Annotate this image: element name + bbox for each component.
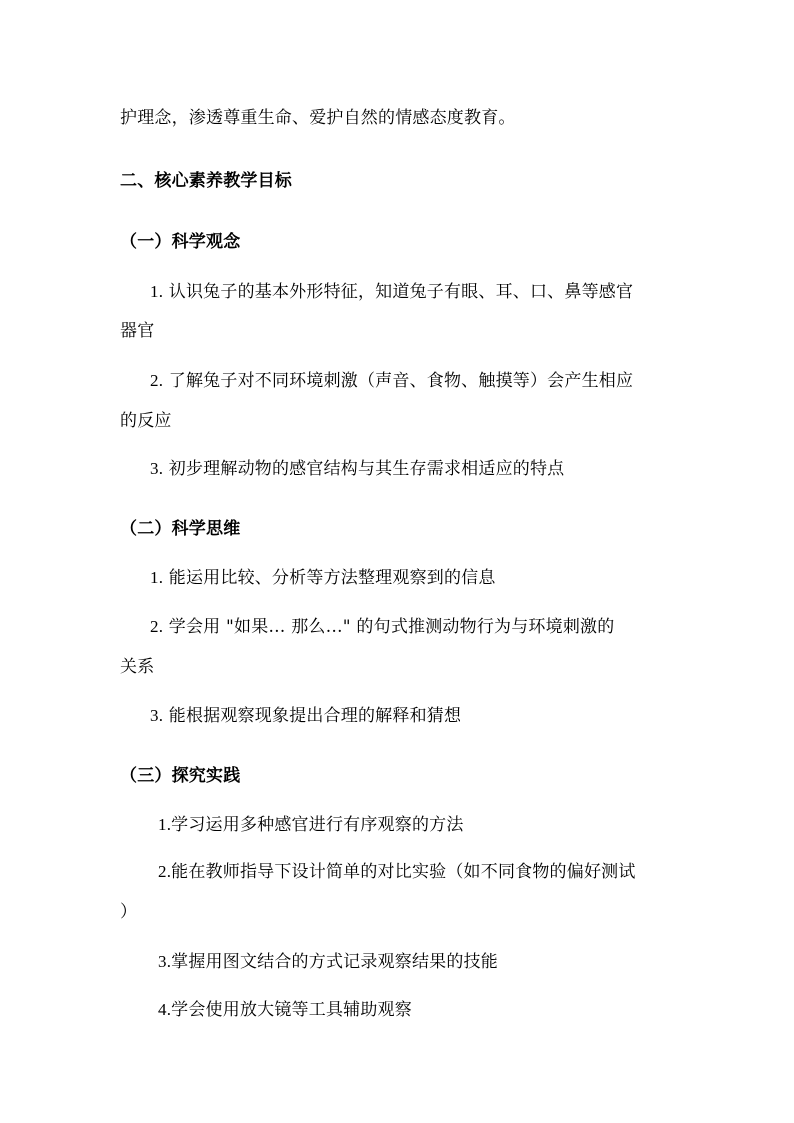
list-item: [150, 706, 710, 726]
intro-paragraph-line: 护理念，渗透尊重生命、爱护自然的情感态度教育。: [120, 108, 516, 128]
subsection-heading-science-concepts: （一）科学观念: [120, 232, 241, 252]
list-item-text: 能运用比较、分析等方法整理观察到的信息: [168, 568, 496, 588]
list-item-number: 1.: [158, 815, 172, 834]
list-item-number: 2.: [150, 371, 164, 390]
list-item: [150, 568, 710, 588]
list-item: [158, 815, 718, 835]
list-item-continuation: 的反应: [120, 411, 172, 431]
list-item-text: 了解兔子对不同环境刺激（声音、食物、触摸等）会产生相应: [168, 371, 634, 391]
list-item: [158, 1000, 718, 1020]
list-item-continuation: ）: [120, 902, 138, 922]
list-item-number: 1.: [150, 568, 164, 587]
list-item: [150, 371, 710, 391]
list-item: [158, 862, 718, 882]
list-item-continuation: 器官: [120, 321, 155, 341]
list-item-number: 2.: [158, 862, 172, 881]
list-item-text: 能在教师指导下设计简单的对比实验（如不同食物的偏好测试: [171, 862, 636, 882]
list-item-number: 3.: [158, 952, 172, 971]
section-heading: 二、核心素养教学目标: [120, 171, 292, 191]
list-item-text: 能根据观察现象提出合理的解释和猜想: [168, 706, 462, 726]
list-item-text: 学会使用放大镜等工具辅助观察: [171, 1000, 412, 1020]
list-item-text: 学会用 "如果… 那么…" 的句式推测动物行为与环境刺激的: [168, 617, 615, 637]
list-item-number: 3.: [150, 459, 164, 478]
list-item: [158, 952, 718, 972]
list-item-number: 2.: [150, 617, 164, 636]
list-item-text: 认识兔子的基本外形特征，知道兔子有眼、耳、口、鼻等感官: [168, 282, 634, 302]
list-item-number: 1.: [150, 282, 164, 301]
list-item: [150, 617, 710, 637]
list-item-continuation: 关系: [120, 657, 155, 677]
list-item-text: 初步理解动物的感官结构与其生存需求相适应的特点: [168, 459, 565, 479]
subsection-heading-science-thinking: （二）科学思维: [120, 519, 241, 539]
list-item-text: 掌握用图文结合的方式记录观察结果的技能: [171, 952, 498, 972]
list-item-number: 3.: [150, 706, 164, 725]
list-item-text: 学习运用多种感官进行有序观察的方法: [171, 815, 464, 835]
list-item-number: 4.: [158, 1000, 172, 1019]
list-item: [150, 459, 710, 479]
subsection-heading-inquiry-practice: （三）探究实践: [120, 766, 241, 786]
list-item: [150, 282, 710, 302]
